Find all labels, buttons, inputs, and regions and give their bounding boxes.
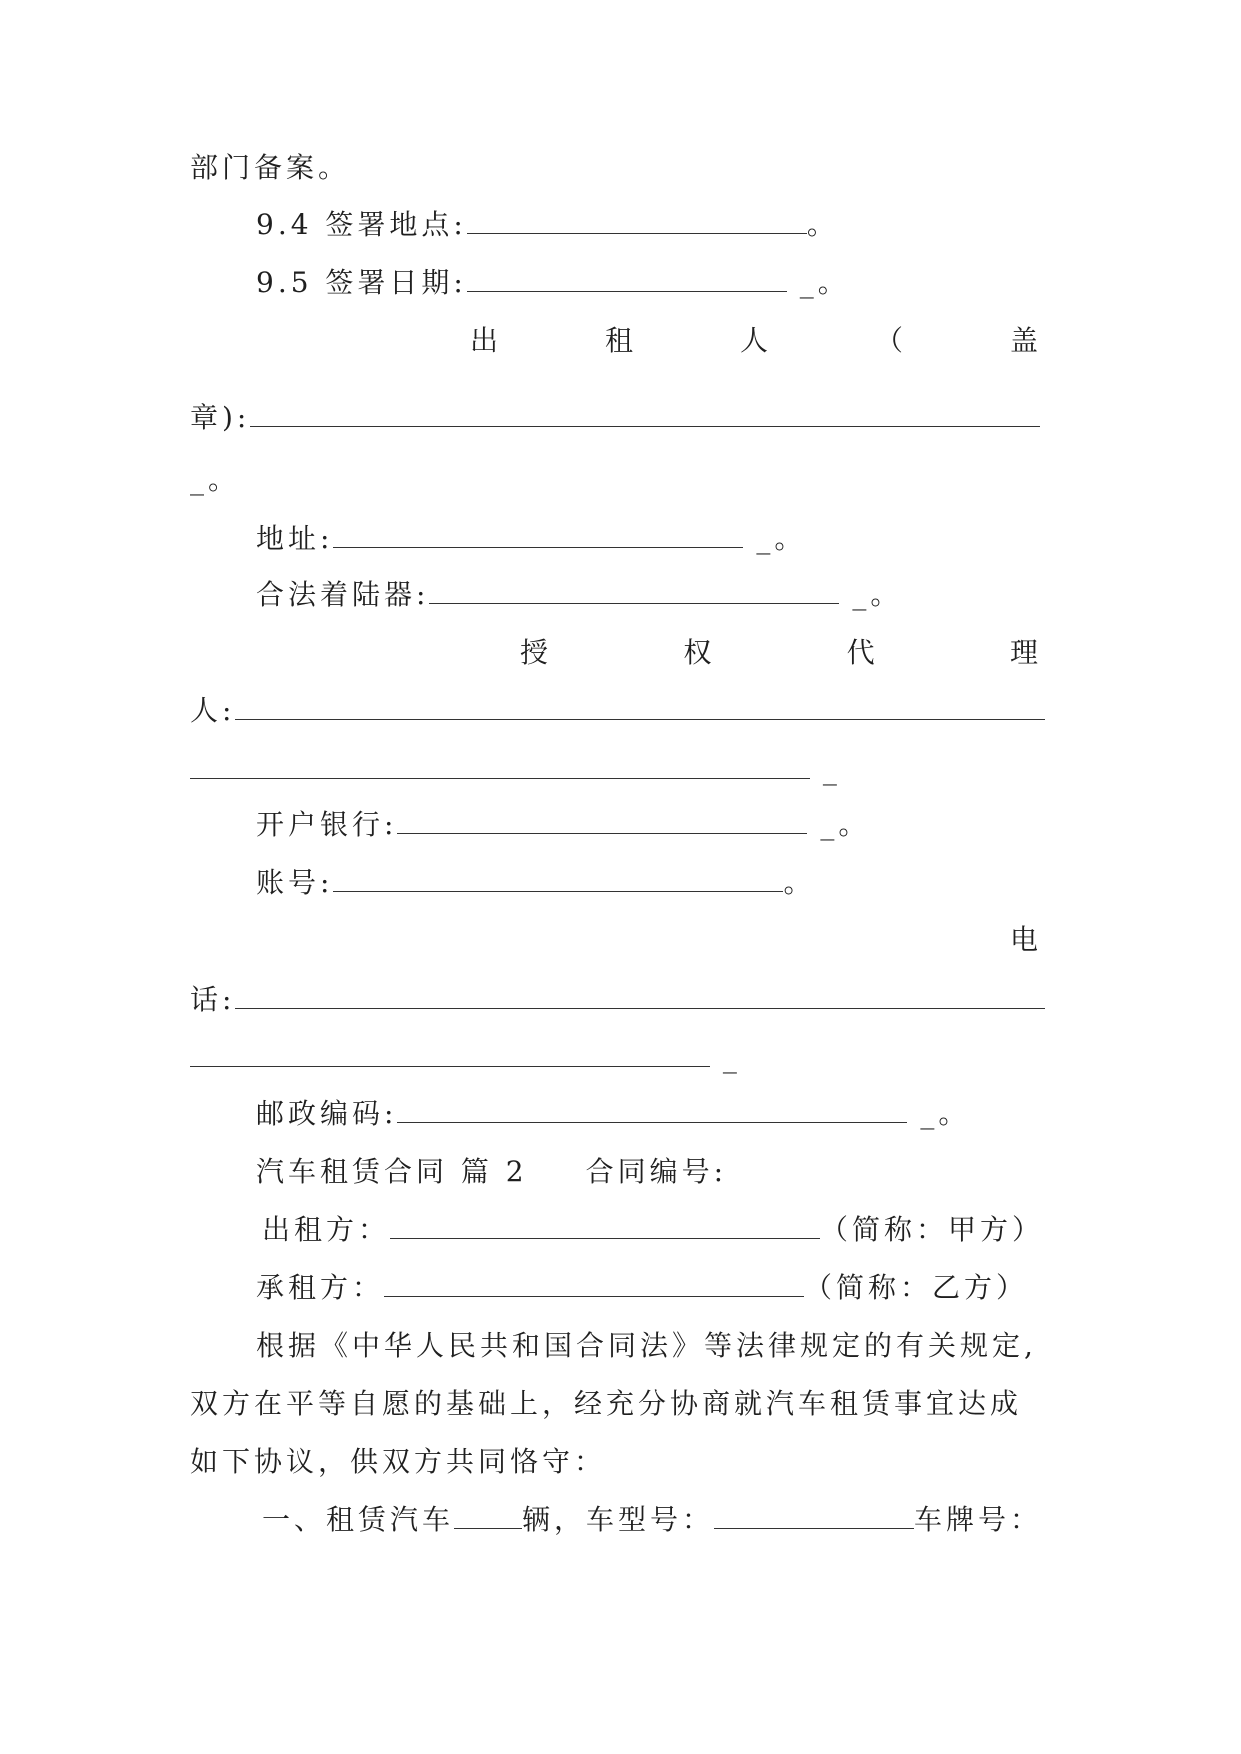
contract-2-title-line: [256, 1152, 727, 1192]
phone-blank-continued: [190, 1044, 710, 1067]
phone-heading: [1010, 920, 1042, 960]
contract-title: 汽车租赁合同 篇 2: [256, 1155, 528, 1188]
address-blank: [333, 525, 743, 548]
paragraph-line: [256, 1326, 1037, 1366]
signing-date-line: [256, 263, 850, 303]
text: _。: [907, 1097, 971, 1130]
signing-date-label: 9.5 签署日期:: [256, 266, 467, 299]
postcode-label: 邮政编码:: [256, 1097, 398, 1130]
text: _。: [743, 522, 807, 555]
text: 部门备案。: [190, 151, 351, 184]
phone-blank: [235, 986, 1045, 1009]
postcode-line: [256, 1094, 970, 1134]
text: 租: [604, 324, 637, 357]
text: _。: [190, 463, 241, 496]
signing-place-blank: [467, 211, 807, 234]
account-blank: [333, 869, 783, 892]
seal-blank: [250, 404, 1040, 427]
vehicle-count-blank: [454, 1506, 522, 1529]
paragraph-line: [190, 1384, 1022, 1424]
seal-line: [190, 398, 1040, 438]
account-line: [256, 863, 815, 903]
seal-label: 章):: [190, 401, 251, 434]
agent-blank-continued: [190, 756, 810, 779]
phone-line-continued: [190, 1038, 741, 1078]
text: 车牌号：: [914, 1503, 1043, 1536]
model-blank: [714, 1506, 914, 1529]
text-line: [190, 148, 350, 188]
text: 双方在平等自愿的基础上，经充分协商就汽车租赁事宜达成: [190, 1387, 1023, 1420]
text: 权: [683, 636, 716, 669]
text: _: [810, 753, 841, 786]
phone-label: 话:: [190, 983, 236, 1016]
bank-label: 开户银行:: [256, 808, 398, 841]
agent-label: 人:: [190, 694, 236, 727]
account-label: 账号:: [256, 866, 334, 899]
postcode-blank: [397, 1100, 907, 1123]
text: 人: [739, 324, 772, 357]
text-line: [190, 460, 240, 500]
lessee-blank: [384, 1274, 804, 1297]
item-1-line: [262, 1500, 1042, 1540]
address-label: 地址:: [256, 522, 334, 555]
text: 授: [520, 636, 553, 669]
lessor-abbr: （简称：甲方）: [820, 1213, 1045, 1246]
text: 如下协议，供双方共同恪守：: [190, 1445, 607, 1478]
lessor-heading: [470, 321, 1042, 361]
lessee-abbr: （简称：乙方）: [804, 1271, 1029, 1304]
text: 电: [1010, 923, 1043, 956]
contract-no-label: 合同编号:: [585, 1155, 728, 1188]
text: 辆，车型号：: [522, 1503, 715, 1536]
signing-place-line: [256, 205, 839, 245]
lessee-label: 承租方：: [256, 1271, 385, 1304]
text: 代: [846, 636, 879, 669]
phone-line: [190, 980, 1045, 1020]
text: _。: [786, 266, 850, 299]
paragraph-line: [190, 1442, 606, 1482]
text: 根据《中华人民共和国合同法》等法律规定的有关规定,: [256, 1329, 1037, 1362]
bank-blank: [397, 811, 807, 834]
text: 一、租赁汽车: [262, 1503, 455, 1536]
lessor-line: [262, 1210, 1044, 1250]
bank-line: [256, 805, 870, 845]
text: （: [874, 324, 907, 357]
text: 。: [783, 866, 816, 899]
agent-heading: [520, 633, 1042, 673]
legal-rep-label: 合法着陆器:: [256, 578, 430, 611]
lessor-label: 出租方：: [262, 1213, 391, 1246]
text: 盖: [1009, 324, 1042, 357]
text: _。: [839, 578, 903, 611]
text: _: [710, 1041, 741, 1074]
text: 出: [470, 324, 503, 357]
text: 。: [806, 208, 839, 241]
lessee-line: [256, 1268, 1028, 1308]
agent-line: [190, 691, 1045, 731]
legal-rep-line: [256, 575, 902, 615]
lessor-blank: [390, 1216, 820, 1239]
agent-blank: [235, 697, 1045, 720]
text: _。: [807, 808, 871, 841]
signing-place-label: 9.4 签署地点:: [256, 208, 467, 241]
agent-line-continued: [190, 750, 841, 790]
signing-date-blank: [467, 269, 787, 292]
legal-rep-blank: [429, 581, 839, 604]
address-line: [256, 519, 806, 559]
text: 理: [1009, 636, 1042, 669]
